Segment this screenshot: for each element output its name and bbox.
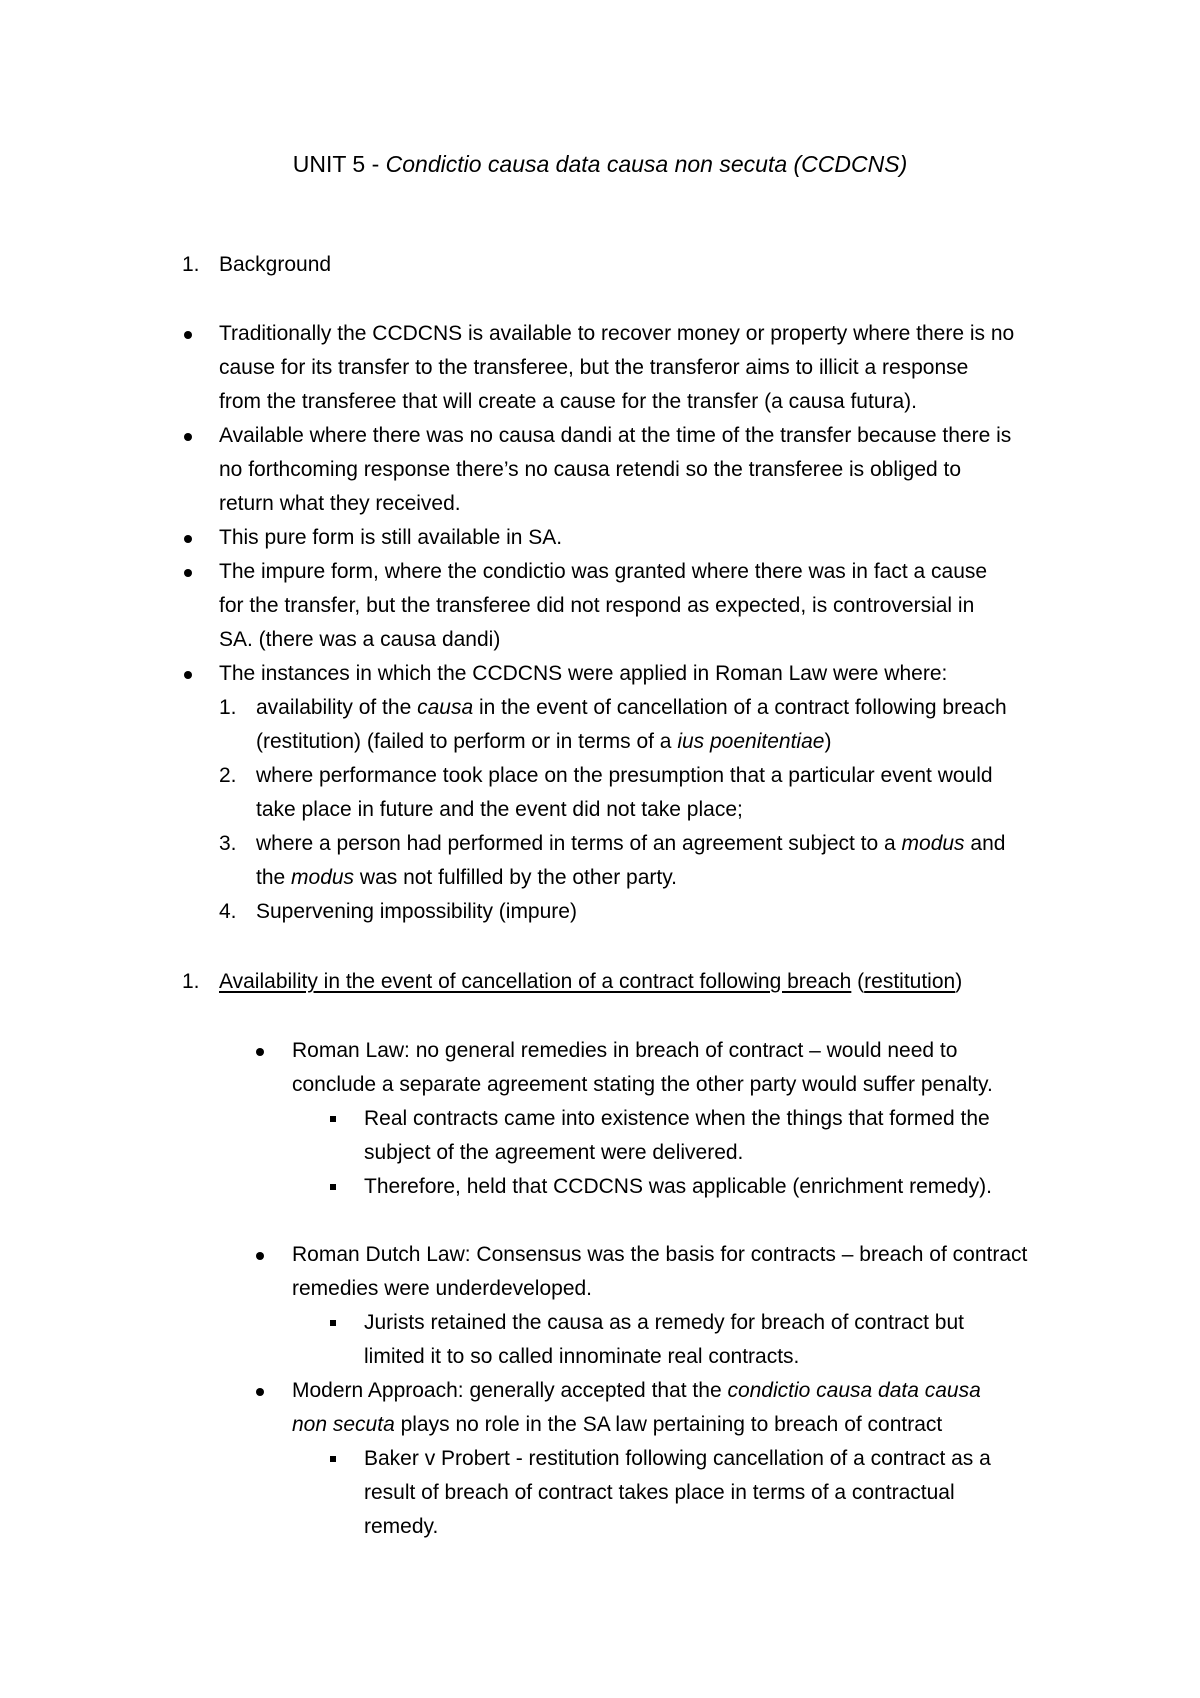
text-line: Real contracts came into existence when the things that formed the [364, 1107, 990, 1130]
text-line: Baker v Probert - restitution following cancellation of a contract as a [364, 1447, 991, 1470]
text-line: Roman Law: no general remedies in breach of contract – would need to [292, 1039, 958, 1062]
text-line: Supervening impossibility (impure) [256, 900, 577, 923]
text-line: conclude a separate agreement stating the other party would suffer penalty. [292, 1073, 993, 1096]
bullet-icon [184, 535, 192, 543]
text-line: non secuta plays no role in the SA law pertaining to breach of contract [292, 1413, 943, 1436]
text-line: (restitution) (failed to perform or in terms of a ius poenitentiae) [256, 730, 832, 753]
text-line: for the transfer, but the transferee did not respond as expected, is controversial in [219, 594, 975, 617]
text-line: remedies were underdeveloped. [292, 1277, 593, 1300]
bullet-icon [256, 1388, 264, 1396]
text-line: cause for its transfer to the transferee, but the transferor aims to illicit a response [219, 356, 969, 379]
square-bullet-icon [330, 1184, 336, 1190]
section-heading: Background [219, 253, 332, 276]
list-number: 2. [219, 764, 237, 787]
square-bullet-icon [330, 1116, 336, 1122]
bullet-icon [184, 569, 192, 577]
text-line: Roman Dutch Law: Consensus was the basis for contracts – breach of contract [292, 1243, 1028, 1266]
text-line: Traditionally the CCDCNS is available to recover money or property where there is no [219, 322, 1015, 345]
square-bullet-icon [330, 1320, 336, 1326]
text-line: remedy. [364, 1515, 439, 1538]
text-line: Available where there was no causa dandi at the time of the transfer because there is [219, 424, 1012, 447]
text-line: result of breach of contract takes place in terms of a contractual [364, 1481, 955, 1504]
bullet-icon [256, 1252, 264, 1260]
text-line: subject of the agreement were delivered. [364, 1141, 744, 1164]
bullet-icon [184, 433, 192, 441]
text-line: Modern Approach: generally accepted that the condictio causa data causa [292, 1379, 981, 1402]
text-line: return what they received. [219, 492, 461, 515]
text-line: no forthcoming response there’s no causa retendi so the transferee is obliged to [219, 458, 962, 481]
text-line: where a person had performed in terms of an agreement subject to a modus and [256, 832, 1006, 855]
text-line: Jurists retained the causa as a remedy for breach of contract but [364, 1311, 964, 1334]
page-title: UNIT 5 - Condictio causa data causa non secuta (CCDCNS) [292, 151, 908, 177]
text-line: The impure form, where the condictio was granted where there was in fact a cause [219, 560, 988, 583]
text-line: The instances in which the CCDCNS were applied in Roman Law were where: [219, 662, 948, 685]
list-number: 4. [219, 900, 237, 923]
text-line: Therefore, held that CCDCNS was applicable (enrichment remedy). [364, 1175, 992, 1198]
text-line: the modus was not fulfilled by the other party. [256, 866, 678, 889]
text-line: take place in future and the event did not take place; [256, 798, 743, 821]
bullet-icon [184, 331, 192, 339]
bullet-icon [184, 671, 192, 679]
section-number: 1. [182, 970, 200, 993]
list-number: 1. [219, 696, 237, 719]
section-number: 1. [182, 253, 200, 276]
text-line: availability of the causa in the event of cancellation of a contract following breach [256, 696, 1007, 719]
text-line: limited it to so called innominate real contracts. [364, 1345, 800, 1368]
text-line: from the transferee that will create a cause for the transfer (a causa futura). [219, 390, 917, 413]
section-heading: Availability in the event of cancellation of a contract following breach (restitution) [219, 970, 963, 993]
text-line: where performance took place on the presumption that a particular event would [256, 764, 993, 787]
text-line: SA. (there was a causa dandi) [219, 628, 501, 651]
bullet-icon [256, 1048, 264, 1056]
list-number: 3. [219, 832, 237, 855]
square-bullet-icon [330, 1456, 336, 1462]
text-line: This pure form is still available in SA. [219, 526, 563, 549]
